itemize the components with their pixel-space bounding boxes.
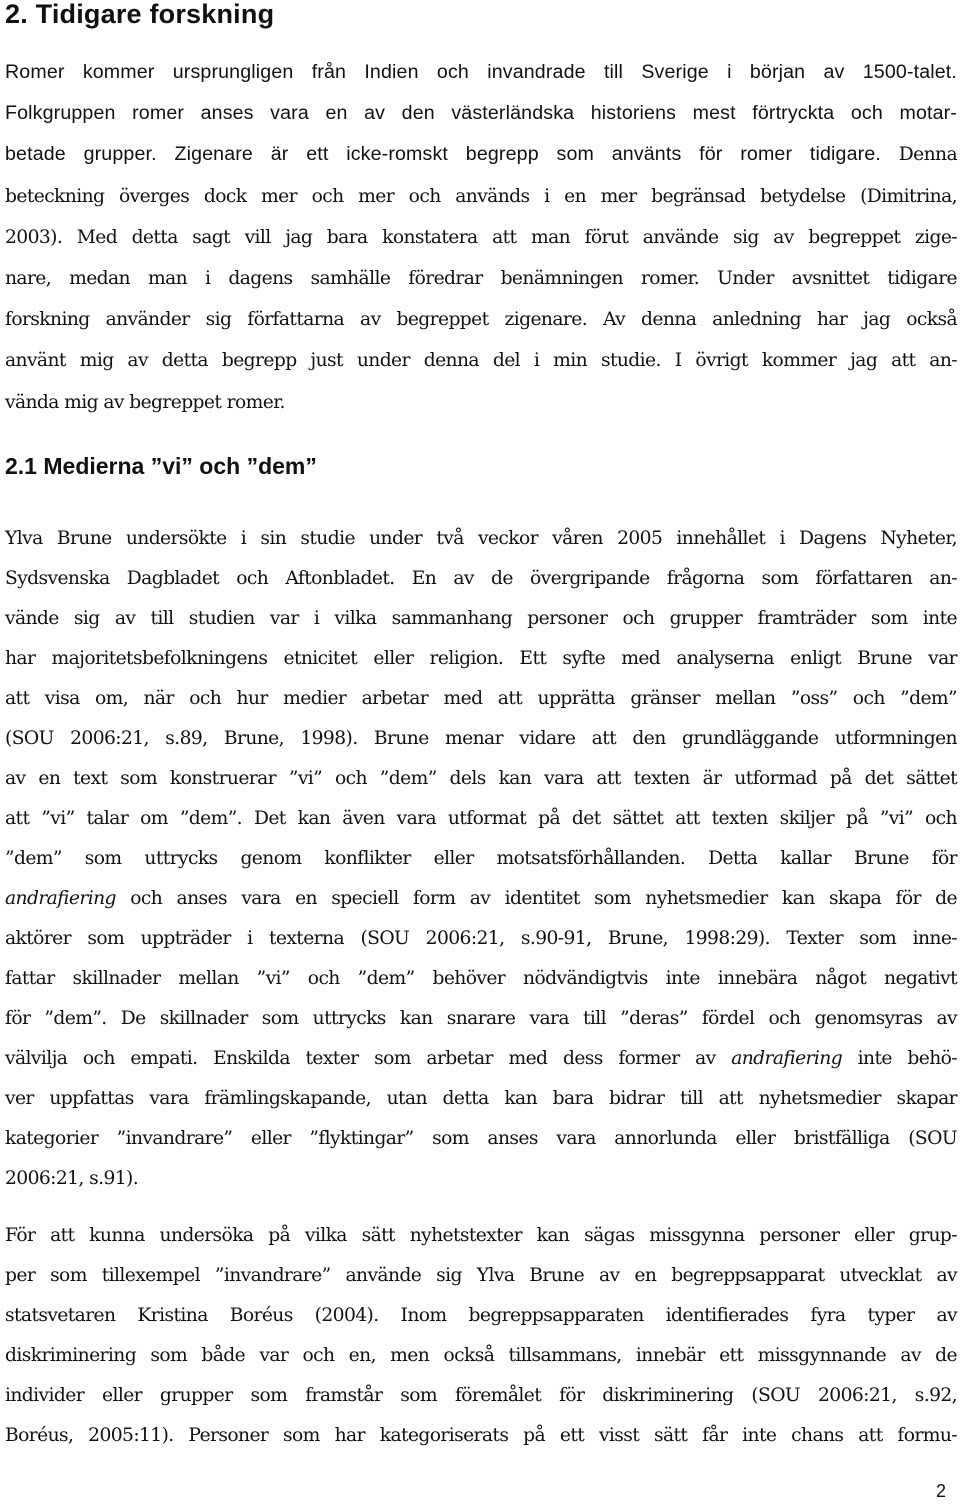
text-line: (SOU 2006:21, s.89, Brune, 1998). Brune menar vidare att den grundläggande utformningen	[5, 728, 957, 749]
text-line: nare, medan man i dagens samhälle föredrar benämningen romer. Under avsnittet tidigare	[5, 267, 957, 289]
text-line: andrafiering och anses vara en speciell form av identitet som nyhetsmedier kan skapa för de	[5, 888, 957, 909]
text-line: för ”dem”. De skillnader som uttrycks kan snarare vara till ”deras” fördel och genomsyras av	[5, 1008, 957, 1029]
text-line: vända mig av begreppet romer.	[5, 391, 285, 413]
text-line: att ”vi” talar om ”dem”. Det kan även vara utformat på det sättet att texten skiljer på ”vi” och	[5, 808, 957, 829]
text-line: För att kunna undersöka på vilka sätt nyhetstexter kan sägas missgynna personer eller grup-	[5, 1225, 957, 1246]
text-line: av en text som konstruerar ”vi” och ”dem” dels kan vara att texten är utformad på det sättet	[5, 768, 957, 789]
text-line: Romer kommer ursprungligen från Indien och invandrade till Sverige i början av 1500-talet.	[5, 61, 957, 83]
text-line: Ylva Brune undersökte i sin studie under två veckor våren 2005 innehållet i Dagens Nyheter,	[5, 528, 957, 549]
italic-term: andrafiering	[5, 888, 116, 909]
page-number: 2	[936, 1481, 947, 1501]
text-line: statsvetaren Kristina Boréus (2004). Inom begreppsapparaten identifierades fyra typer av	[5, 1305, 957, 1326]
text-line: använt mig av detta begrepp just under denna del i min studie. I övrigt kommer jag att an-	[5, 350, 957, 372]
text-line: diskriminering som både var och en, men också tillsammans, innebär ett missgynnande av de	[5, 1345, 957, 1366]
text-line-sans-part: betade grupper. Zigenare är ett icke-romskt begrepp som använts för romer tidigare.	[5, 143, 899, 166]
text-line: ”dem” som uttrycks genom konflikter eller motsatsförhållanden. Detta kallar Brune för	[5, 848, 957, 869]
text-line: beteckning överges dock mer och mer och används i en mer begränsad betydelse (Dimitrina,	[5, 185, 957, 207]
text-line: ver uppfattas vara främlingskapande, utan detta kan bara bidrar till att nyhetsmedier skapar	[5, 1088, 957, 1109]
text-line: har majoritetsbefolkningens etnicitet eller religion. Ett syfte med analyserna enligt Brune var	[5, 648, 957, 669]
subsection-paragraph-1	[5, 519, 957, 1199]
text-line: Sydsvenska Dagbladet och Aftonbladet. En av de övergripande frågorna som författaren an-	[5, 568, 957, 589]
text-line: fattar skillnader mellan ”vi” och ”dem” behöver nödvändigtvis inte innebära något negativt	[5, 968, 957, 989]
text-line: aktörer som uppträder i texterna (SOU 2006:21, s.90-91, Brune, 1998:29). Texter som inne-	[5, 928, 957, 949]
intro-paragraph	[5, 52, 957, 423]
subsection-heading: 2.1 Medierna ”vi” och ”dem”	[5, 453, 317, 479]
text-line: Folkgruppen romer anses vara en av den västerländska historiens mest förtryckta och motar-	[5, 102, 957, 125]
text-line: vände sig av till studien var i vilka sammanhang personer och grupper framträder som inte	[5, 608, 957, 629]
text-line: individer eller grupper som framstår som föremålet för diskriminering (SOU 2006:21, s.92,	[5, 1385, 957, 1406]
section-heading: 2. Tidigare forskning	[5, 0, 275, 29]
text-line: per som tillexempel ”invandrare” använde sig Ylva Brune av en begreppsapparat utvecklat av	[5, 1265, 957, 1286]
subsection-paragraph-2	[5, 1216, 957, 1456]
text-line: välvilja och empati. Enskilda texter som arbetar med dess former av andrafiering inte behö-	[5, 1048, 958, 1069]
text-line	[5, 134, 957, 175]
text-line: 2003). Med detta sagt vill jag bara konstatera att man förut använde sig av begreppet zige-	[5, 226, 957, 248]
text-line: forskning använder sig författarna av begreppet zigenare. Av denna anledning har jag också	[5, 309, 957, 331]
text-line: kategorier ”invandrare” eller ”flyktingar” som anses vara annorlunda eller bristfälliga (SOU	[5, 1128, 957, 1149]
text-line: Boréus, 2005:11). Personer som har kategoriserats på ett visst sätt får inte chans att formu-	[5, 1425, 957, 1446]
text-line: att visa om, när och hur medier arbetar med att upprätta gränser mellan ”oss” och ”dem”	[5, 688, 957, 709]
text-line-serif-part: Denna	[898, 144, 957, 166]
text-line: 2006:21, s.91).	[5, 1168, 139, 1189]
italic-term: andrafiering	[731, 1048, 843, 1069]
